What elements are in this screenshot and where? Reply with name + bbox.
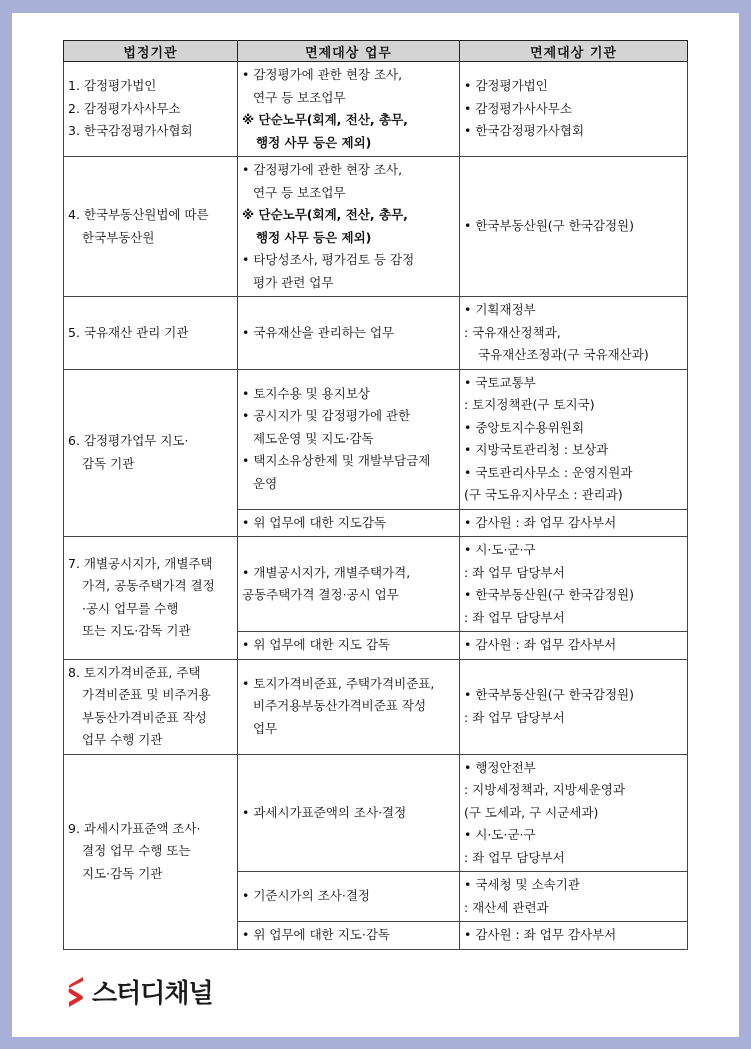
duty-cell bbox=[238, 659, 460, 754]
table-header-row bbox=[64, 41, 688, 62]
target-line: (구 국도유지사무소 : 관리과) bbox=[464, 487, 623, 502]
target-line: : 토지정책관(구 토지국) bbox=[464, 397, 595, 412]
target-line: • 감사원 : 좌 업무 감사부서 bbox=[464, 637, 617, 652]
target-line: (구 도세과, 구 시군세과) bbox=[464, 804, 599, 820]
duty-note: ※ 단순노무(회계, 전산, 총무, bbox=[242, 207, 408, 222]
org-line: 4. 한국부동산원법에 따른 bbox=[68, 207, 209, 222]
header-target: 면제대상 기관 bbox=[460, 41, 688, 62]
table-row bbox=[64, 297, 688, 370]
header-duty: 면제대상 업무 bbox=[238, 41, 460, 62]
target-line: : 국유재산정책과, bbox=[464, 324, 561, 340]
org-line: 1. 감정평가법인 bbox=[68, 78, 157, 94]
org-line: 가격, 공동주택가격 결정 bbox=[82, 578, 215, 594]
org-line: 감독 기관 bbox=[82, 455, 135, 471]
org-line: 또는 지도·감독 기관 bbox=[82, 623, 191, 639]
duty-line: • 기준시가의 조사·결정 bbox=[242, 888, 370, 904]
table-row bbox=[64, 157, 688, 297]
duty-cell bbox=[238, 754, 460, 872]
table-row bbox=[64, 659, 688, 754]
brand-logo bbox=[66, 973, 213, 1010]
org-line: 결정 업무 수행 또는 bbox=[82, 843, 191, 859]
duty-note: 행정 사무 등은 제외) bbox=[256, 229, 372, 245]
duty-line: 제도운영 및 지도·감독 bbox=[253, 430, 374, 446]
target-line: • 한국감정평가사협회 bbox=[464, 123, 585, 139]
duty-cell bbox=[238, 509, 460, 537]
target-line: : 좌 업무 담당부서 bbox=[464, 709, 565, 725]
target-line: • 한국부동산원(구 한국감정원) bbox=[464, 687, 634, 702]
target-line: • 시·도·군·구 bbox=[464, 542, 536, 557]
table-row bbox=[64, 537, 688, 632]
target-cell bbox=[460, 922, 688, 950]
duty-line: 비주거용부동산가격비준표 작성 bbox=[253, 698, 427, 714]
target-line: : 재산세 관련과 bbox=[464, 899, 549, 915]
org-cell bbox=[64, 659, 238, 754]
target-line: : 좌 업무 담당부서 bbox=[464, 609, 565, 625]
org-line: 가격비준표 및 비주거용 bbox=[82, 687, 211, 702]
brand-name: 스터디채널 bbox=[92, 979, 213, 1009]
document-page bbox=[12, 13, 739, 1037]
org-line: 8. 토지가격비준표, 주택 bbox=[68, 664, 201, 680]
duty-line: • 타당성조사, 평가검토 등 감정 bbox=[242, 252, 415, 267]
org-cell bbox=[64, 754, 238, 949]
duty-note: 행정 사무 등은 제외) bbox=[256, 134, 372, 150]
org-line: ·공시 업무를 수행 bbox=[82, 600, 179, 616]
target-line: : 좌 업무 담당부서 bbox=[464, 564, 565, 580]
org-line: 한국부동산원 bbox=[82, 229, 155, 245]
target-line: • 국토교통부 bbox=[464, 374, 536, 390]
target-cell bbox=[460, 62, 688, 157]
exemption-table bbox=[63, 40, 688, 950]
duty-cell bbox=[238, 632, 460, 660]
duty-cell bbox=[238, 62, 460, 157]
duty-cell bbox=[238, 157, 460, 297]
duty-line: • 공시지가 및 감정평가에 관한 bbox=[242, 408, 411, 424]
duty-line: 운영 bbox=[253, 475, 278, 491]
duty-line: 평가 관련 업무 bbox=[253, 274, 334, 290]
org-line: 9. 과세시가표준액 조사· bbox=[68, 820, 201, 836]
org-cell bbox=[64, 157, 238, 297]
target-line: • 기획재정부 bbox=[464, 302, 536, 317]
duty-line: • 위 업무에 대한 지도·감독 bbox=[242, 927, 390, 942]
target-cell bbox=[460, 537, 688, 632]
target-line: • 감사원 : 좌 업무 감사부서 bbox=[464, 927, 617, 942]
duty-cell bbox=[238, 922, 460, 950]
org-cell bbox=[64, 369, 238, 537]
target-line: • 한국부동산원(구 한국감정원) bbox=[464, 218, 634, 234]
org-line: 6. 감정평가업무 지도· bbox=[68, 433, 189, 449]
target-line: • 국토관리사무소 : 운영지원과 bbox=[464, 464, 633, 480]
target-line: 국유재산조정과(구 국유재산과) bbox=[478, 347, 649, 362]
duty-line: • 과세시가표준액의 조사·결정 bbox=[242, 804, 407, 820]
duty-line: • 위 업무에 대한 지도 감독 bbox=[242, 637, 390, 652]
org-cell bbox=[64, 297, 238, 370]
target-line: • 행정안전부 bbox=[464, 759, 536, 775]
org-line: 7. 개별공시지가, 개별주택 bbox=[68, 555, 213, 571]
org-line: 지도·감독 기관 bbox=[82, 865, 163, 881]
table-row bbox=[64, 754, 688, 872]
duty-cell bbox=[238, 537, 460, 632]
target-line: : 지방세정책과, 지방세운영과 bbox=[464, 782, 626, 797]
duty-line: • 감정평가에 관한 현장 조사, bbox=[242, 67, 403, 82]
duty-line: 연구 등 보조업무 bbox=[253, 184, 346, 200]
target-line: • 감사원 : 좌 업무 감사부서 bbox=[464, 514, 617, 530]
duty-line: • 국유재산을 관리하는 업무 bbox=[242, 324, 395, 340]
target-cell bbox=[460, 157, 688, 297]
target-line: • 지방국토관리청 : 보상과 bbox=[464, 442, 609, 457]
duty-line: 연구 등 보조업무 bbox=[253, 89, 346, 105]
target-cell bbox=[460, 509, 688, 537]
duty-line: • 위 업무에 대한 지도감독 bbox=[242, 514, 387, 530]
target-line: • 시·도·군·구 bbox=[464, 827, 536, 842]
table-row bbox=[64, 62, 688, 157]
table-row bbox=[64, 369, 688, 509]
duty-cell bbox=[238, 369, 460, 509]
duty-line: • 감정평가에 관한 현장 조사, bbox=[242, 162, 403, 177]
target-cell bbox=[460, 297, 688, 370]
target-line: • 중앙토지수용위원회 bbox=[464, 419, 585, 435]
duty-line: 업무 bbox=[253, 720, 278, 736]
header-org: 법정기관 bbox=[64, 41, 238, 62]
target-cell bbox=[460, 872, 688, 922]
target-cell bbox=[460, 632, 688, 660]
target-line: • 감정평가사사무소 bbox=[464, 100, 572, 116]
target-cell bbox=[460, 754, 688, 872]
org-line: 2. 감정평가사사무소 bbox=[68, 100, 181, 116]
target-line: • 국세청 및 소속기관 bbox=[464, 877, 580, 892]
duty-line: • 택지소유상한제 및 개발부담금제 bbox=[242, 453, 431, 469]
duty-cell bbox=[238, 872, 460, 922]
target-line: : 좌 업무 담당부서 bbox=[464, 849, 565, 865]
target-cell bbox=[460, 369, 688, 509]
target-cell bbox=[460, 659, 688, 754]
org-line: 부동산가격비준표 작성 bbox=[82, 709, 207, 725]
target-line: • 감정평가법인 bbox=[464, 78, 548, 94]
duty-cell bbox=[238, 297, 460, 370]
target-line: • 한국부동산원(구 한국감정원) bbox=[464, 587, 634, 602]
org-cell bbox=[64, 62, 238, 157]
org-line: 업무 수행 기관 bbox=[82, 732, 163, 747]
org-line: 5. 국유재산 관리 기관 bbox=[68, 324, 189, 340]
duty-line: • 개별공시지가, 개별주택가격, bbox=[242, 564, 411, 580]
org-cell bbox=[64, 537, 238, 660]
duty-note: ※ 단순노무(회계, 전산, 총무, bbox=[242, 112, 408, 127]
duty-line: • 토지수용 및 용지보상 bbox=[242, 385, 370, 401]
brand-s-icon bbox=[66, 975, 86, 1009]
org-line: 3. 한국감정평가사협회 bbox=[68, 123, 193, 139]
duty-line: 공동주택가격 결정·공시 업무 bbox=[242, 587, 399, 602]
duty-line: • 토지가격비준표, 주택가격비준표, bbox=[242, 675, 435, 691]
